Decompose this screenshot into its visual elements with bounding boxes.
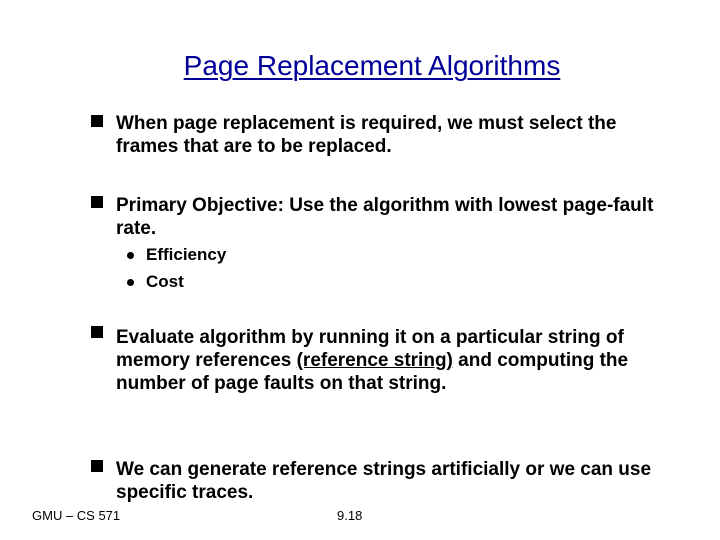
bullet-text: We can generate reference strings artificially or we can use specific traces. — [116, 459, 652, 503]
sub-bullet-text: Efficiency — [146, 245, 227, 264]
sub-bullet-marker — [127, 279, 134, 286]
bullet-text: Evaluate algorithm by running it on a particular string of memory references (reference string) and computing the number of page faults on that string. — [116, 327, 629, 394]
bullet-marker — [91, 326, 103, 338]
reference-string-term: (reference string) — [296, 350, 453, 371]
footer-course: GMU – CS 571 — [32, 508, 121, 523]
sub-bullet-marker — [127, 252, 134, 259]
bullet-text: Primary Objective: Use the algorithm with lowest page-fault rate. — [116, 195, 654, 239]
bullet-marker — [91, 196, 103, 208]
bullet-marker — [91, 115, 103, 127]
sub-bullet-text: Cost — [146, 272, 184, 291]
bullet-marker — [91, 460, 103, 472]
footer-slide-number: 9.18 — [337, 508, 363, 523]
page-title: Page Replacement Algorithms — [183, 50, 561, 81]
bullet-text: When page replacement is required, we must select the frames that are to be replaced. — [116, 113, 617, 157]
